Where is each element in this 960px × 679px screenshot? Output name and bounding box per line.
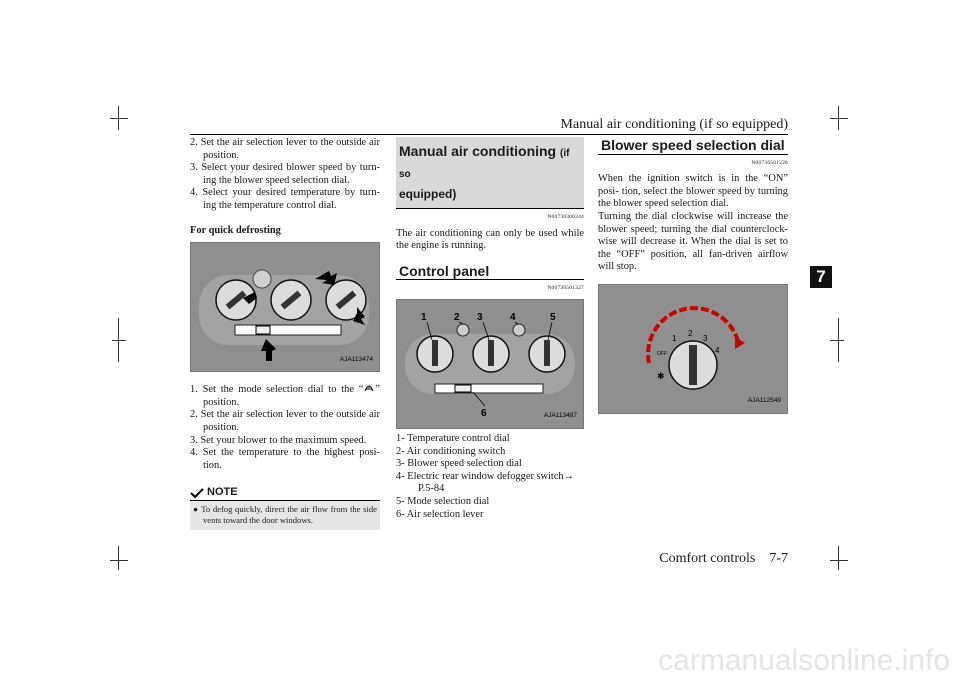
crop-mark bbox=[830, 118, 848, 119]
crop-mark bbox=[110, 560, 128, 561]
page-number: 7-7 bbox=[769, 551, 788, 566]
note-body bbox=[190, 501, 380, 530]
dial-label-off: OFF bbox=[657, 350, 667, 357]
section-title-suffix: (if so bbox=[399, 148, 570, 180]
step-text: 1. Set the mode selection dial to the “ bbox=[190, 384, 364, 396]
crop-mark bbox=[110, 118, 128, 119]
step: 4. Set the temperature to the highest posi- tion. bbox=[190, 447, 380, 471]
page-footer bbox=[520, 551, 788, 567]
callout-1: 1 bbox=[421, 311, 427, 323]
paragraph: When the ignition switch is in the “ON” posi- tion, select the blower speed by turning the blower speed selection dial. bbox=[598, 173, 788, 210]
step: 2. Set the air selection lever to the outside air position. bbox=[190, 137, 380, 161]
legend-list bbox=[396, 433, 584, 521]
defrost-mode-icon bbox=[363, 382, 375, 392]
callout-4: 4 bbox=[510, 311, 516, 323]
reference-code: N00730501327 bbox=[547, 285, 584, 292]
legend-item: 1- Temperature control dial bbox=[396, 432, 510, 444]
dial-label-1: 1 bbox=[672, 333, 677, 343]
legend-item: 2- Air conditioning switch bbox=[396, 445, 506, 457]
callout-5: 5 bbox=[550, 311, 556, 323]
column-2 bbox=[396, 137, 584, 521]
reference-code: N00736501228 bbox=[751, 159, 788, 166]
control-panel-figure bbox=[396, 299, 584, 429]
defrost-panel-illustration bbox=[191, 243, 379, 371]
figure-label: AJA113474 bbox=[339, 355, 373, 363]
subsection-title: Control panel bbox=[399, 262, 490, 279]
column-1 bbox=[190, 137, 380, 530]
crop-mark bbox=[118, 546, 119, 570]
reference-code: N00730300344 bbox=[547, 214, 584, 220]
figure-label: AJA113487 bbox=[543, 412, 577, 420]
legend-item: 5- Mode selection dial bbox=[396, 495, 490, 507]
crop-mark bbox=[830, 340, 844, 341]
page-header-title: Manual air conditioning (if so equipped) bbox=[560, 117, 788, 132]
section-heading bbox=[396, 137, 584, 209]
column-3 bbox=[598, 137, 788, 414]
step-text: ” position. bbox=[203, 384, 380, 408]
step: 3. Select your desired blower speed by turn- ing the blower speed selection dial. bbox=[190, 162, 380, 186]
control-panel-illustration bbox=[397, 300, 583, 428]
subsection-heading bbox=[396, 263, 584, 281]
defrost-figure bbox=[190, 242, 380, 372]
intro-paragraph: The air conditioning can only be used while the engine is running. bbox=[396, 227, 584, 252]
crop-mark bbox=[830, 560, 848, 561]
legend-item: 4- Electric rear window defogger switch→ P.5-84 bbox=[396, 470, 575, 495]
step: 3. Set your blower to the maximum speed. bbox=[190, 434, 367, 446]
checkmark-icon bbox=[190, 488, 204, 498]
crop-mark bbox=[112, 340, 126, 341]
callout-6: 6 bbox=[481, 407, 487, 419]
watermark: carmanualsonline.info bbox=[658, 644, 950, 677]
dial-label-4: 4 bbox=[715, 345, 720, 355]
legend-item: 3- Blower speed selection dial bbox=[396, 458, 522, 470]
chapter-tab: 7 bbox=[810, 266, 832, 288]
note-text: To defog quickly, direct the air flow from the side vents toward the door windows. bbox=[201, 503, 377, 525]
legend-item: 6- Air selection lever bbox=[396, 508, 484, 520]
step bbox=[190, 382, 380, 409]
header-rule bbox=[190, 134, 788, 135]
crop-mark bbox=[838, 546, 839, 570]
paragraph: Turning the dial clockwise will increase the blower speed; turning the dial counterclock- wise will decrease it. When the dial is set to the “OFF” position, all fan-driven airflow will stop. bbox=[598, 210, 788, 273]
dial-label-3: 3 bbox=[703, 333, 708, 343]
blower-dial-figure bbox=[598, 284, 788, 414]
step: 4. Select your desired temperature by turn- ing the temperature control dial. bbox=[190, 187, 380, 211]
section-title: Manual air conditioning bbox=[399, 143, 560, 159]
dial-label-2: 2 bbox=[688, 328, 693, 338]
step: 2. Set the air selection lever to the outside air position. bbox=[190, 409, 380, 433]
note-title: NOTE bbox=[207, 486, 238, 499]
callout-3: 3 bbox=[477, 311, 483, 323]
quick-defrost-heading: For quick defrosting bbox=[190, 224, 281, 236]
fan-icon: ✱ bbox=[657, 370, 665, 381]
footer-section: Comfort controls bbox=[659, 551, 756, 566]
figure-label: AJA112549 bbox=[747, 397, 781, 405]
callout-2: 2 bbox=[454, 311, 460, 323]
bullet-icon: ● bbox=[193, 503, 202, 514]
section-heading bbox=[598, 137, 788, 155]
section-title: Blower speed selection dial bbox=[601, 137, 785, 153]
blower-dial-illustration bbox=[599, 285, 787, 413]
note-item bbox=[193, 504, 377, 526]
note-header bbox=[190, 486, 380, 501]
section-title-line2: equipped) bbox=[399, 187, 457, 201]
